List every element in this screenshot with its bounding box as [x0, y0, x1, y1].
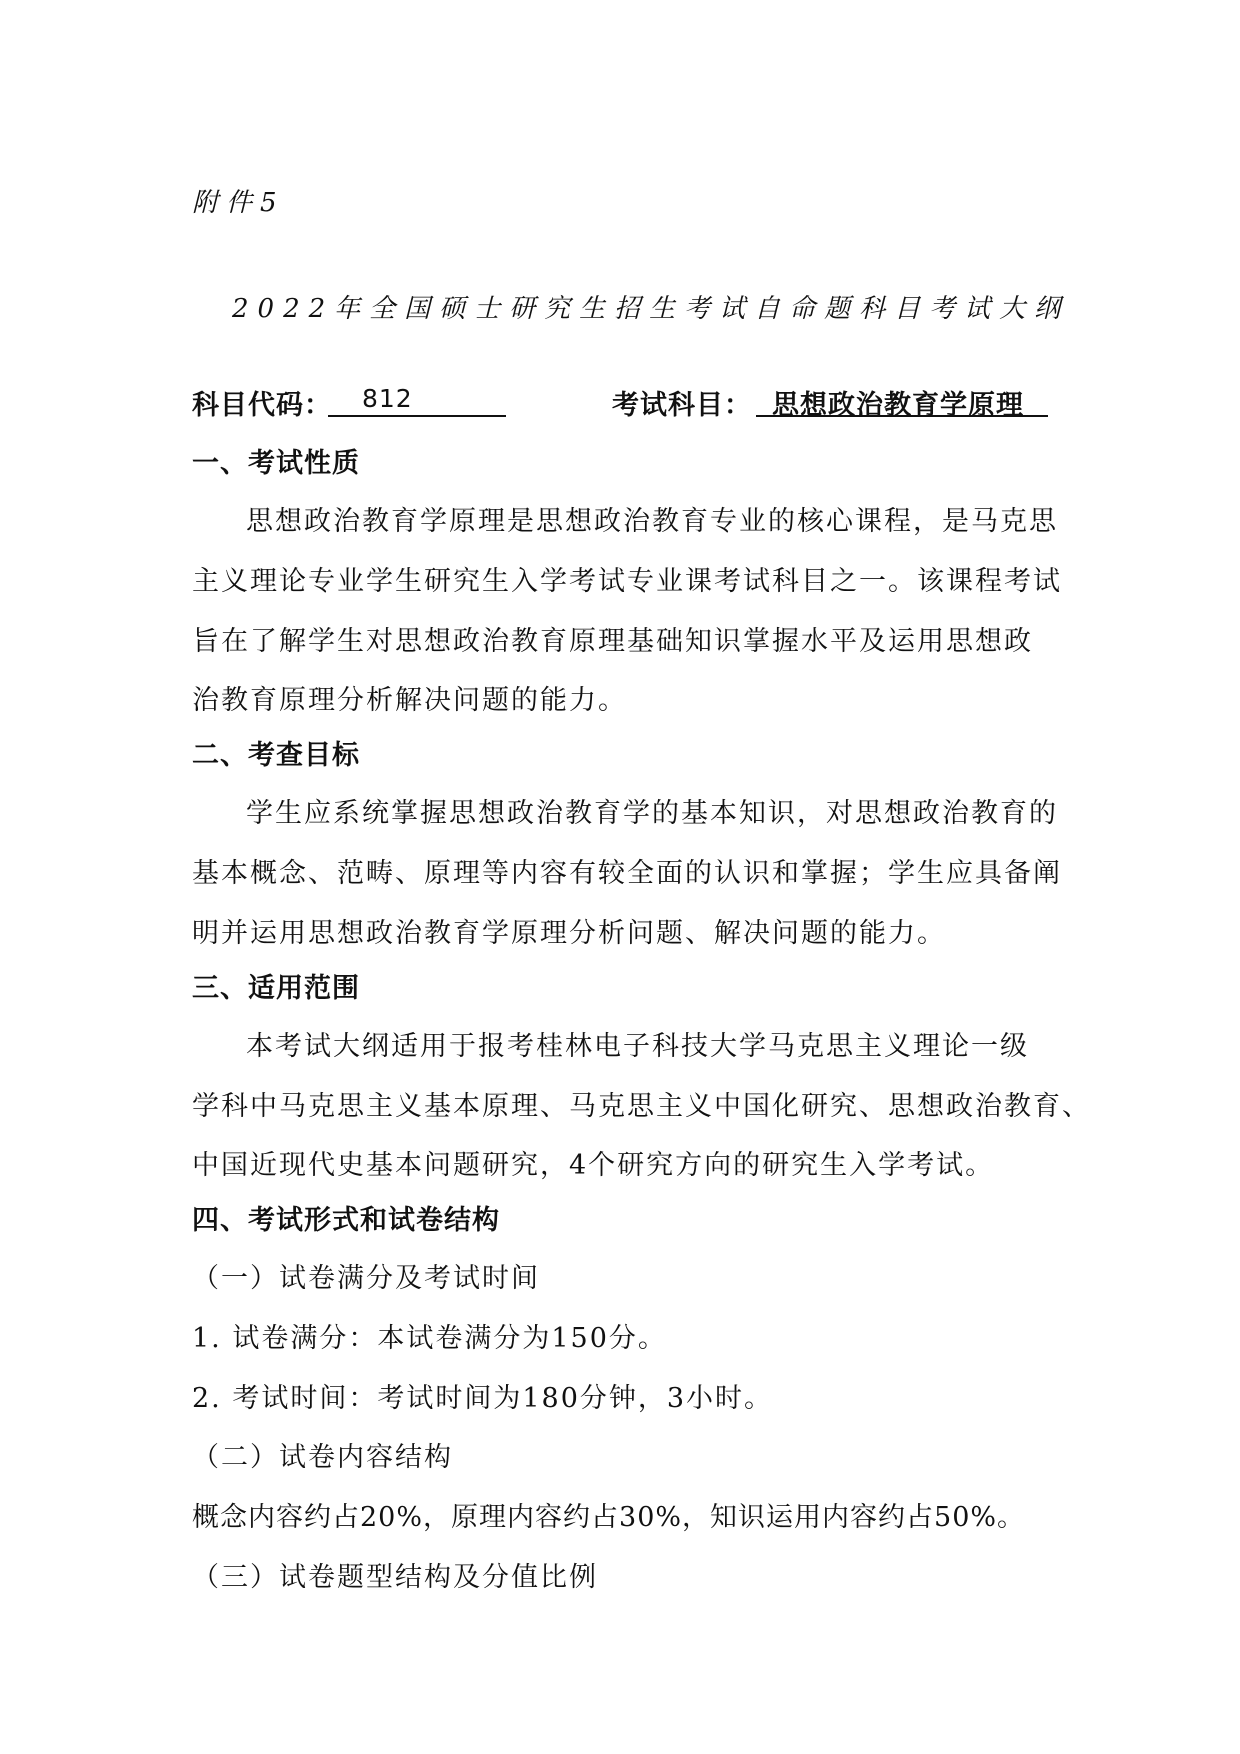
- paragraph-line: 明并运用思想政治教育学原理分析问题、解决问题的能力。: [192, 918, 946, 949]
- list-item: 1. 试卷满分：本试卷满分为150分。: [192, 1323, 667, 1354]
- content-structure-text: 概念内容约占20%，原理内容约占30%，知识运用内容约占50%。: [192, 1502, 1026, 1533]
- subject-code-underline: [328, 415, 506, 417]
- subject-code-label: 科目代码：: [192, 390, 332, 421]
- section-heading-scope: 三、适用范围: [192, 973, 360, 1004]
- attachment-label: 附件5: [192, 188, 285, 218]
- subsection-heading: （一）试卷满分及考试时间: [192, 1263, 540, 1294]
- document-title: 2022年全国硕士研究生招生考试自命题科目考试大纲: [232, 294, 1070, 324]
- paragraph-line: 旨在了解学生对思想政治教育原理基础知识掌握水平及运用思想政: [192, 626, 1033, 657]
- subject-code-value: 812: [362, 384, 413, 413]
- paragraph-line: 思想政治教育学原理是思想政治教育专业的核心课程，是马克思: [246, 506, 1058, 537]
- section-heading-objective: 二、考查目标: [192, 740, 360, 771]
- paragraph-line: 中国近现代史基本问题研究，4个研究方向的研究生入学考试。: [192, 1150, 995, 1181]
- exam-subject-value: 思想政治教育学原理: [772, 390, 1024, 421]
- list-item: 2. 考试时间：考试时间为180分钟，3小时。: [192, 1383, 774, 1414]
- paragraph-line: 基本概念、范畴、原理等内容有较全面的认识和掌握；学生应具备阐: [192, 858, 1062, 889]
- paragraph-line: 治教育原理分析解决问题的能力。: [192, 685, 627, 716]
- paragraph-line: 主义理论专业学生研究生入学考试专业课考试科目之一。该课程考试: [192, 566, 1062, 597]
- exam-subject-label: 考试科目：: [612, 390, 752, 421]
- paragraph-line: 本考试大纲适用于报考桂林电子科技大学马克思主义理论一级: [246, 1031, 1029, 1062]
- subsection-heading: （三）试卷题型结构及分值比例: [192, 1562, 598, 1593]
- paragraph-line: 学科中马克思主义基本原理、马克思主义中国化研究、思想政治教育、: [192, 1091, 1091, 1122]
- section-heading-nature: 一、考试性质: [192, 448, 360, 479]
- section-heading-format: 四、考试形式和试卷结构: [192, 1205, 500, 1236]
- subsection-heading: （二）试卷内容结构: [192, 1442, 453, 1473]
- paragraph-line: 学生应系统掌握思想政治教育学的基本知识，对思想政治教育的: [246, 798, 1058, 829]
- exam-subject-underline: [756, 415, 1048, 417]
